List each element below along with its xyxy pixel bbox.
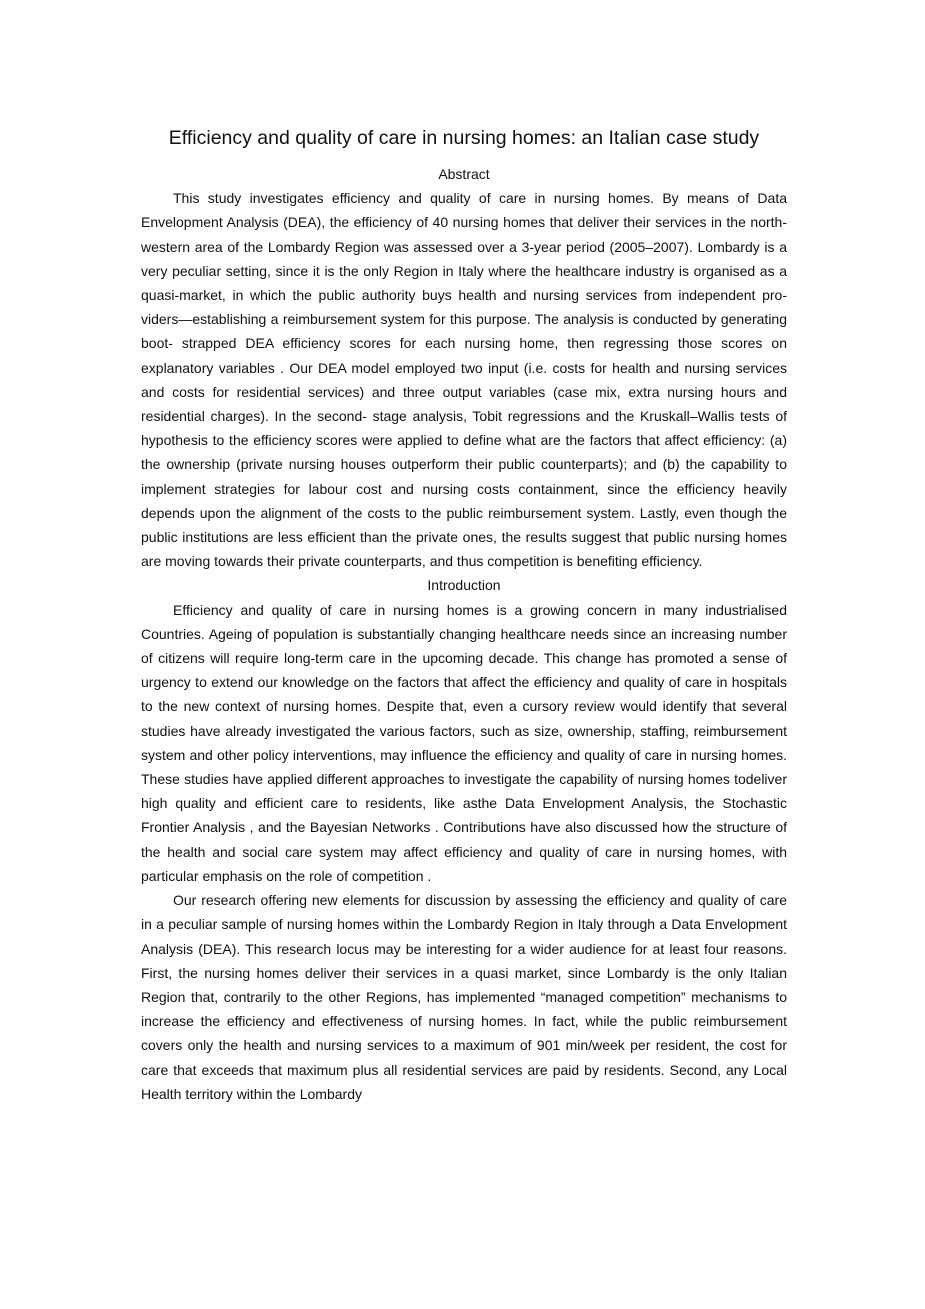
introduction-paragraph-2: Our research offering new elements for discussion by assessing the efficiency and quality of care in a peculiar sample of nursing homes within the Lombardy Region in Italy through a Data Envelopment Analysis (DEA). This research locus may be interesting for a wider audience for at least four reasons. First, the nursing homes deliver their services in a quasi market, since Lombardy is the only Italian Region that, contrarily to the other Regions, has implemented “managed competition” mechanisms to increase the efficiency and effectiveness of nursing homes. In fact, while the public reimbursement covers only the health and nursing services to a maximum of 901 min/week per resident, the cost for care that exceeds that maximum plus all residential services are paid by residents. Second, any Local Health territory within the Lombardy [141, 892, 787, 1102]
paper-title: Efficiency and quality of care in nursing homes: an Italian case study [168, 127, 760, 149]
document-page [141, 124, 787, 1106]
abstract-section [141, 162, 787, 573]
introduction-paragraph-1: Efficiency and quality of care in nursing homes is a growing concern in many industrialised Countries. Ageing of population is substantially changing healthcare needs since an increasing number of citizens will require long-term care in the upcoming decade. This change has promoted a sense of urgency to extend our knowledge on the factors that affect the efficiency and quality of care in hospitals to the new context of nursing homes. Despite that, even a cursory review would identify that several studies have already investigated the various factors, such as size, ownership, staffing, reimbursement system and other policy interventions, may influence the efficiency and quality of care in nursing homes. These studies have applied different approaches to investigate the capability of nursing homes todeliver high quality and efficient care to residents, like asthe Data Envelopment Analysis, the Stochastic Frontier Analysis , and the Bayesian Networks . Contributions have also discussed how the structure of the health and social care system may affect efficiency and quality of care in nursing homes, with particular emphasis on the role of competition . [141, 601, 787, 884]
introduction-section [141, 573, 787, 1105]
introduction-heading: Introduction [427, 577, 501, 594]
abstract-heading: Abstract [438, 166, 490, 182]
abstract-paragraph: This study investigates efficiency and quality of care in nursing homes. By means of Data Envelopment Analysis (DEA), the efficiency of 40 nursing homes that deliver their services in the north-western area of the Lombardy Region was assessed over a 3-year period (2005–2007). Lombardy is a very peculiar setting, since it is the only Region in Italy where the healthcare industry is organised as a quasi-market, in which the public authority buys health and nursing services from independent pro- viders—establishing a reimbursement system for this purpose. The analysis is conducted by generating boot- strapped DEA efficiency scores for each nursing home, then regressing those scores on explanatory variables . Our DEA model employed two input (i.e. costs for health and nursing services and costs for residential services) and three output variables (case mix, extra nursing hours and residential charges). In the second- stage analysis, Tobit regressions and the Kruskall–Wallis tests of hypothesis to the efficiency scores were applied to define what are the factors that affect efficiency: (a) the ownership (private nursing houses outperform their public counterparts); and (b) the capability to implement strategies for labour cost and nursing costs containment, since the efficiency heavily depends upon the alignment of the costs to the public reimbursement system. Lastly, even though the public institutions are less efficient than the private ones, the results suggest that public nursing homes are moving towards their private counterparts, and thus competition is benefiting efficiency. [141, 190, 787, 570]
